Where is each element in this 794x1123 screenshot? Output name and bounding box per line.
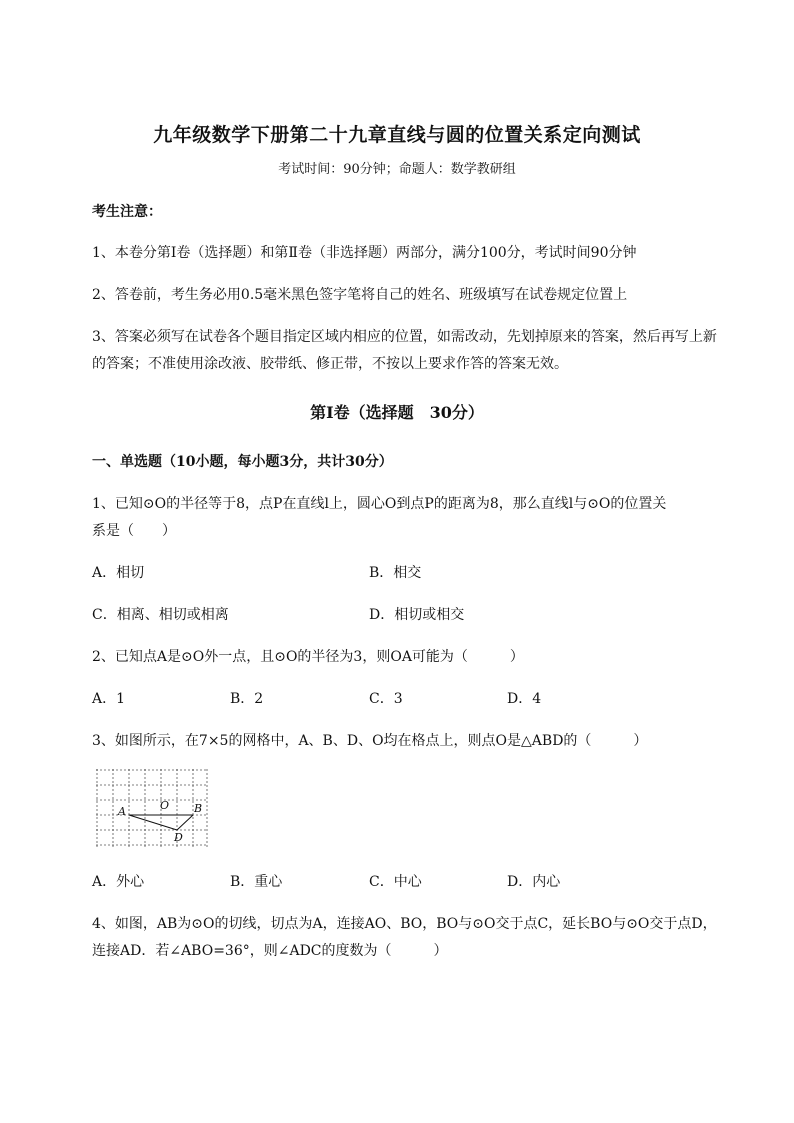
question-1-option-b[interactable]: B．相交: [369, 565, 422, 581]
page-title: 九年级数学下册第二十九章直线与圆的位置关系定向测试: [153, 124, 641, 146]
question-1-option-d[interactable]: D．相切或相交: [369, 607, 465, 623]
question-3-option-c[interactable]: C．中心: [369, 874, 422, 890]
notice-heading: 考生注意：: [92, 204, 162, 220]
question-1-text: 系是（ ）: [92, 523, 176, 539]
label-a: A: [118, 805, 126, 818]
label-b: B: [194, 802, 203, 815]
question-2-option-a[interactable]: A．1: [92, 691, 126, 707]
question-4-text: 连接AD．若∠ABO=36°，则∠ADC的度数为（ ）: [92, 943, 448, 959]
notice-item: 3、答案必须写在试卷各个题目指定区域内相应的位置，如需改动，先划掉原来的答案，然后再写上新: [92, 329, 717, 345]
question-1-text: 1、已知⊙O的半径等于8，点P在直线l上，圆心O到点P的距离为8，那么直线l与⊙O的位置关: [92, 496, 667, 512]
question-4-text: 4、如图，AB为⊙O的切线，切点为A，连接AO、BO，BO与⊙O交于点C，延长BO与⊙O交于点D，: [92, 916, 717, 932]
question-2-option-b[interactable]: B．2: [230, 691, 264, 707]
label-o: O: [160, 799, 170, 812]
question-3-option-d[interactable]: D．内心: [507, 874, 561, 890]
question-3-option-a[interactable]: A．外心: [92, 874, 145, 890]
grid-figure: [96, 769, 208, 847]
notice-item: 2、答卷前，考生务必用0.5毫米黑色签字笔将自己的姓名、班级填写在试卷规定位置上: [92, 287, 628, 303]
question-2-text: 2、已知点A是⊙O外一点，且⊙O的半径为3，则OA可能为（ ）: [92, 649, 524, 665]
question-2-option-c[interactable]: C．3: [369, 691, 403, 707]
part-title: 第I卷（选择题 30分）: [310, 403, 484, 422]
notice-item: 1、本卷分第I卷（选择题）和第Ⅱ卷（非选择题）两部分，满分100分，考试时间90分钟: [92, 245, 637, 261]
exam-info: 考试时间：90分钟；命题人：数学教研组: [278, 162, 516, 177]
question-1-option-c[interactable]: C．相离、相切或相离: [92, 607, 229, 623]
grid-lines: [96, 769, 208, 847]
question-3-option-b[interactable]: B．重心: [230, 874, 283, 890]
notice-item: 的答案；不准使用涂改液、胶带纸、修正带，不按以上要求作答的答案无效。: [92, 356, 568, 372]
section-heading: 一、单选题（10小题，每小题3分，共计30分）: [92, 454, 393, 470]
question-3-text: 3、如图所示，在7×5的网格中，A、B、D、O均在格点上，则点O是△ABD的（ ）: [92, 733, 648, 749]
question-2-option-d[interactable]: D．4: [507, 691, 542, 707]
label-d: D: [174, 831, 183, 844]
question-1-option-a[interactable]: A．相切: [92, 565, 145, 581]
